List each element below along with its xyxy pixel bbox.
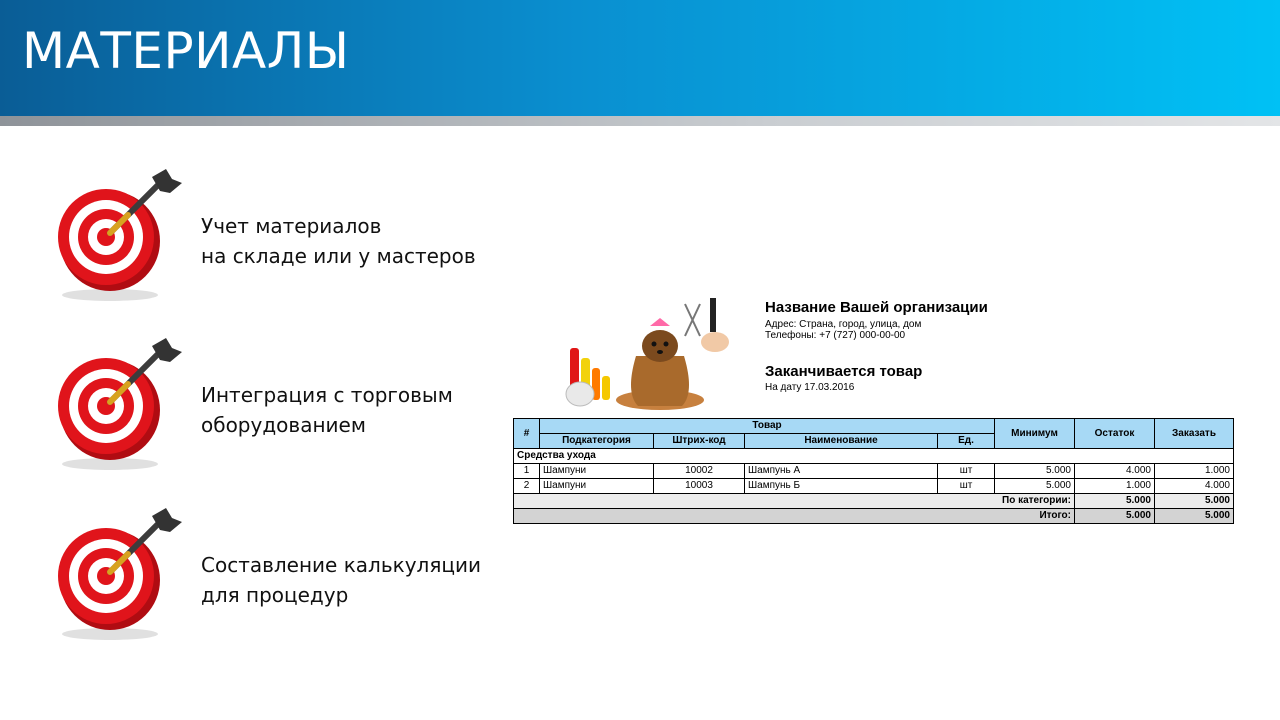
cell-order: 4.000 <box>1155 479 1234 494</box>
col-header-num: # <box>514 419 540 449</box>
col-header-subcategory: Подкатегория <box>540 434 654 449</box>
organization-address: Адрес: Страна, город, улица, дом <box>765 319 922 330</box>
table-row <box>514 464 1234 479</box>
report-date: На дату 17.03.2016 <box>765 382 855 393</box>
cell-minimum: 5.000 <box>995 464 1075 479</box>
dog-grooming-photo <box>550 296 730 414</box>
col-header-order: Заказать <box>1155 419 1234 449</box>
col-header-unit: Ед. <box>938 434 995 449</box>
cell-name: Шампунь А <box>745 464 938 479</box>
organization-name: Название Вашей организации <box>765 299 988 316</box>
cell-barcode: 10003 <box>654 479 745 494</box>
cell-name: Шампунь Б <box>745 479 938 494</box>
dart-target-icon <box>48 167 198 307</box>
header-divider <box>0 116 1280 126</box>
dart-target-icon <box>48 336 198 476</box>
report-title: Заканчивается товар <box>765 363 923 380</box>
feature-item <box>48 336 508 476</box>
feature-line: Составление калькуляции <box>201 553 481 577</box>
cell-subcategory: Шампуни <box>540 464 654 479</box>
stock-report <box>513 290 1235 530</box>
cell-order: 1.000 <box>1155 464 1234 479</box>
cell-remainder: 4.000 <box>1075 464 1155 479</box>
col-header-remainder: Остаток <box>1075 419 1155 449</box>
col-header-minimum: Минимум <box>995 419 1075 449</box>
feature-line: Интеграция с торговым <box>201 383 453 407</box>
col-header-barcode: Штрих-код <box>654 434 745 449</box>
feature-line: для процедур <box>201 583 349 607</box>
slide-header <box>0 0 1280 116</box>
grand-total-order: 5.000 <box>1155 509 1234 524</box>
feature-item <box>48 167 508 307</box>
feature-text <box>201 550 481 610</box>
col-header-product: Товар <box>540 419 995 434</box>
table-row <box>514 479 1234 494</box>
feature-text <box>201 380 453 440</box>
feature-item <box>48 506 508 646</box>
grand-total-row <box>514 509 1234 524</box>
cell-unit: шт <box>938 464 995 479</box>
dart-target-icon <box>48 506 198 646</box>
grand-total-remainder: 5.000 <box>1075 509 1155 524</box>
cell-subcategory: Шампуни <box>540 479 654 494</box>
category-total-row <box>514 494 1234 509</box>
grand-total-label: Итого: <box>514 509 1075 524</box>
slide-title: МАТЕРИАЛЫ <box>22 22 350 80</box>
cell-unit: шт <box>938 479 995 494</box>
feature-line: Учет материалов <box>201 214 382 238</box>
category-total-order: 5.000 <box>1155 494 1234 509</box>
category-row: Средства ухода <box>514 449 1234 464</box>
col-header-name: Наименование <box>745 434 938 449</box>
cell-num: 2 <box>514 479 540 494</box>
category-total-label: По категории: <box>514 494 1075 509</box>
category-total-remainder: 5.000 <box>1075 494 1155 509</box>
feature-text <box>201 211 476 271</box>
feature-line: на складе или у мастеров <box>201 244 476 268</box>
organization-phones: Телефоны: +7 (727) 000-00-00 <box>765 330 906 341</box>
cell-remainder: 1.000 <box>1075 479 1155 494</box>
cell-num: 1 <box>514 464 540 479</box>
stock-table <box>513 418 1234 524</box>
cell-barcode: 10002 <box>654 464 745 479</box>
cell-minimum: 5.000 <box>995 479 1075 494</box>
feature-line: оборудованием <box>201 413 366 437</box>
